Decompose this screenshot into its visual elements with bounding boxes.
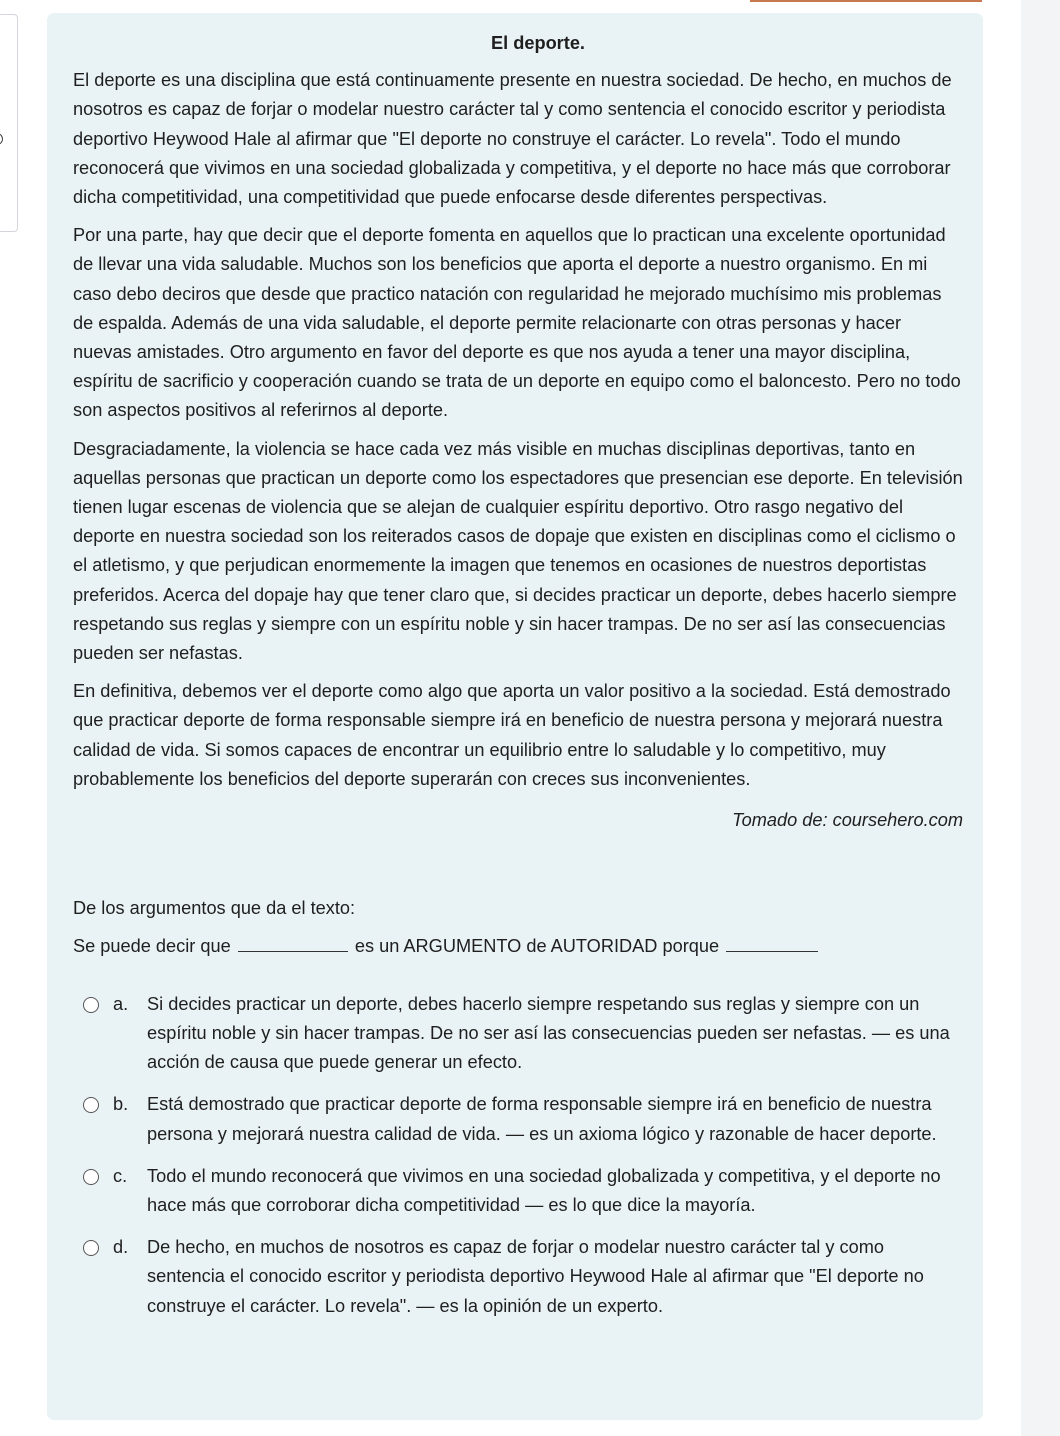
radio-button-c[interactable] xyxy=(83,1169,99,1185)
answer-blank-2 xyxy=(726,933,818,952)
article-paragraph-4: En definitiva, debemos ver el deporte como algo que aporta un valor positivo a la sociedad. Está demostrado que practicar deporte de forma responsable siempre irá en beneficio de nuestra persona y mejorará nuestra calidad de vida. Si somos capaces de encontrar un equilibrio entre lo saludable y lo competitivo, muy probablemente los beneficios del deporte superarán con creces sus inconvenientes. xyxy=(73,681,951,789)
side-panel-stub[interactable] xyxy=(0,14,18,232)
answer-option-a[interactable] xyxy=(73,990,963,1078)
answer-option-b[interactable] xyxy=(73,1090,963,1148)
question-prompt-part1: Se puede decir que xyxy=(73,936,231,957)
collapse-handle-icon[interactable] xyxy=(0,133,3,145)
article-paragraph-2: Por una parte, hay que decir que el deporte fomenta en aquellos que lo practican una excelente oportunidad de llevar una vida saludable. Muchos son los beneficios que aporta el deporte a nuestro organismo. En mi caso debo deciros que desde que practico natación con regularidad he mejorado muchísimo mis problemas de espalda. Además de una vida saludable, el deporte permite relacionarte con otras personas y hacer nuevas amistades. Otro argumento en favor del deporte es que nos ayuda a tener una mayor disciplina, espíritu de sacrificio y cooperación cuando se trata de un deporte en equipo como el baloncesto. Pero no todo son aspectos positivos al referirnos al deporte. xyxy=(73,225,961,421)
option-letter-a: a. xyxy=(113,993,129,1014)
option-letter-c: c. xyxy=(113,1165,128,1186)
article-paragraph-3: Desgraciadamente, la violencia se hace cada vez más visible en muchas disciplinas deportivas, tanto en aquellas personas que practican un deporte como los espectadores que presencian ese deporte. En televisión tienen lugar escenas de violencia que se alejan de cualquier espíritu deportivo. Otro rasgo negativo del deporte en nuestra sociedad son los reiterados casos de dopaje que existen en disciplinas como el ciclismo o el atletismo, y que perjudican enormemente la imagen que tenemos en ocasiones de nuestros deportistas preferidos. Acerca del dopaje hay que tener claro que, si decides practicar un deporte, debes hacerlo siempre respetando sus reglas y siempre con un espíritu noble y sin hacer trampas. De no ser así las consecuencias pueden ser nefastas. xyxy=(73,438,963,664)
option-letter-d: d. xyxy=(113,1237,129,1258)
question-card xyxy=(47,13,983,1420)
answer-option-c[interactable] xyxy=(73,1162,963,1220)
option-text-d: De hecho, en muchos de nosotros es capaz de forjar o modelar nuestro carácter tal y como sentencia el conocido escritor y periodista deportivo Heywood Hale al afirmar que "El deporte no construye el carácter. Lo revela". — es la opinión de un experto. xyxy=(147,1237,924,1316)
article-source: Tomado de: coursehero.com xyxy=(732,810,963,831)
top-accent-bar xyxy=(750,0,982,2)
question-intro: De los argumentos que da el texto: xyxy=(73,898,356,919)
option-text-a: Si decides practicar un deporte, debes hacerlo siempre respetando sus reglas y siempre con un espíritu noble y sin hacer trampas. De no ser así las consecuencias pueden ser nefastas. — es una acción de causa que puede generar un efecto. xyxy=(147,993,950,1073)
scrollbar-track[interactable] xyxy=(1021,0,1060,1436)
answer-blank-1 xyxy=(238,933,348,952)
option-text-c: Todo el mundo reconocerá que vivimos en una sociedad globalizada y competitiva, y el deporte no hace más que corroborar dicha competitividad — es lo que dice la mayoría. xyxy=(147,1165,941,1215)
option-text-b: Está demostrado que practicar deporte de forma responsable siempre irá en beneficio de nuestra persona y mejorará nuestra calidad de vida. — es un axioma lógico y razonable de hacer deporte. xyxy=(147,1094,937,1144)
article-title: El deporte. xyxy=(491,33,585,53)
question-content xyxy=(73,29,963,1334)
option-letter-b: b. xyxy=(113,1094,129,1115)
answer-option-d[interactable] xyxy=(73,1233,963,1321)
radio-button-b[interactable] xyxy=(83,1097,99,1113)
answer-options xyxy=(73,990,963,1321)
question-prompt xyxy=(73,932,963,961)
radio-button-a[interactable] xyxy=(83,997,99,1013)
question-prompt-part2: es un ARGUMENTO de AUTORIDAD porque xyxy=(354,936,720,957)
article-paragraph-1: El deporte es una disciplina que está continuamente presente en nuestra sociedad. De hecho, en muchos de nosotros es capaz de forjar o modelar nuestro carácter tal y como sentencia el conocido escritor y periodista deportivo Heywood Hale al afirmar que "El deporte no construye el carácter. Lo revela". Todo el mundo reconocerá que vivimos en una sociedad globalizada y competitiva, y el deporte no hace más que corroborar dicha competitividad, una competitividad que puede enfocarse desde diferentes perspectivas. xyxy=(73,70,952,208)
radio-button-d[interactable] xyxy=(83,1240,99,1256)
